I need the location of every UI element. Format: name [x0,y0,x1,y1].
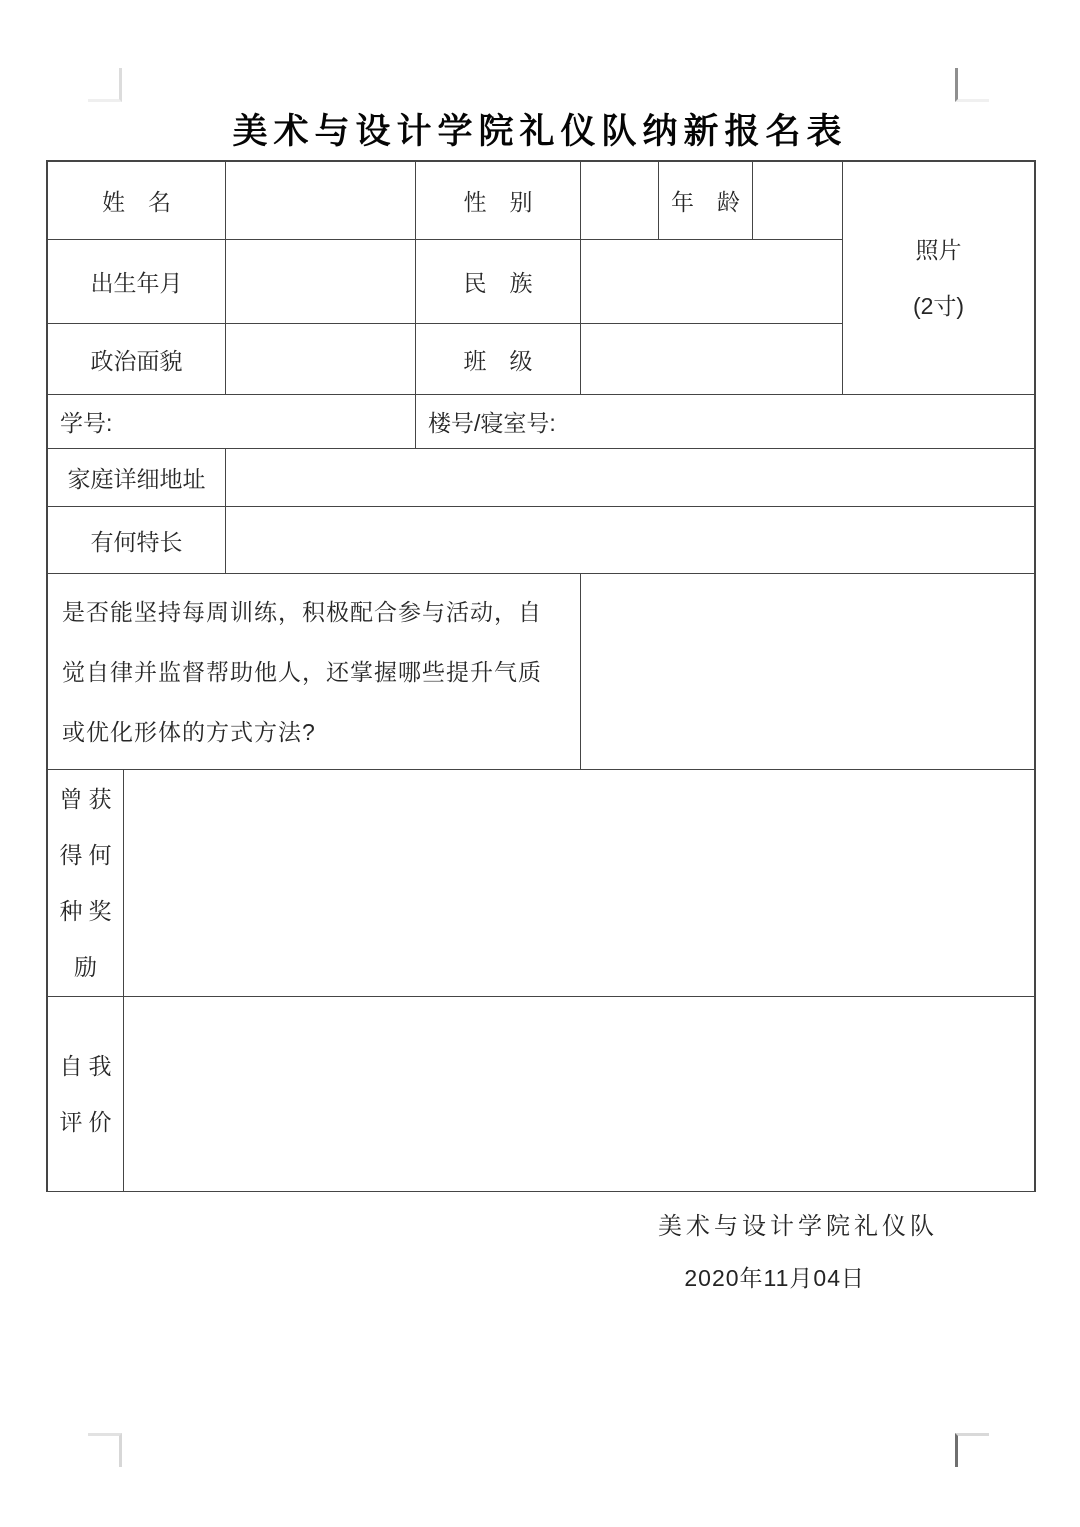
class-input-cell[interactable] [580,323,843,395]
form-title: 美术与设计学院礼仪队纳新报名表 [232,112,848,151]
footer-organization: 美术与设计学院礼仪队 [658,1213,938,1240]
self-evaluation-label-cell [47,996,124,1192]
crop-mark-bottom-right-icon [955,1433,989,1467]
commitment-question-line2: 觉自律并监督帮助他人，还掌握哪些提升气质 [62,658,542,685]
name-input-cell[interactable] [225,161,416,240]
home-address-label: 家庭详细地址 [47,448,226,507]
commitment-question-line3: 或优化形体的方式方法? [62,718,316,745]
age-label: 年 龄 [658,161,753,240]
self-evaluation-input-cell[interactable] [123,996,1035,1192]
commitment-question-cell [47,573,581,770]
birth-date-label: 出生年月 [47,239,226,324]
footer-date: 2020年11月04日 [684,1265,865,1291]
gender-label: 性 别 [415,161,581,240]
commitment-question-line1: 是否能坚持每周训练，积极配合参与活动，自 [62,598,542,625]
awards-label-line1: 曾获 [59,786,118,812]
age-input-cell[interactable] [752,161,843,240]
awards-input-cell[interactable] [123,769,1035,997]
crop-mark-top-right-icon [955,68,989,102]
self-evaluation-label-line2: 评价 [59,1109,118,1135]
political-status-label: 政治面貌 [47,323,226,395]
ethnicity-input-cell[interactable] [580,239,843,324]
awards-label-line3: 种奖 [59,898,118,924]
student-id-cell[interactable] [47,394,416,449]
photo-label: 照片 [915,237,962,263]
birth-date-input-cell[interactable] [225,239,416,324]
gender-input-cell[interactable] [580,161,659,240]
crop-mark-bottom-left-icon [88,1433,122,1467]
awards-label-cell [47,769,124,997]
photo-size-label: (2寸) [912,293,965,319]
crop-mark-top-left-icon [88,68,122,102]
application-table [46,160,1036,1192]
political-status-input-cell[interactable] [225,323,416,395]
self-evaluation-label-line1: 自我 [59,1053,118,1079]
student-id-label: 学号: [60,410,113,436]
class-label: 班 级 [415,323,581,395]
photo-cell[interactable] [842,161,1035,395]
dorm-cell[interactable] [415,394,1035,449]
specialty-input-cell[interactable] [225,506,1035,574]
specialty-label: 有何特长 [47,506,226,574]
awards-label-line2: 得何 [59,842,118,868]
awards-label-line4: 励 [74,954,103,980]
home-address-input-cell[interactable] [225,448,1035,507]
name-label: 姓 名 [47,161,226,240]
dorm-label: 楼号/寝室号: [428,410,556,436]
ethnicity-label: 民 族 [415,239,581,324]
commitment-answer-cell[interactable] [580,573,1035,770]
